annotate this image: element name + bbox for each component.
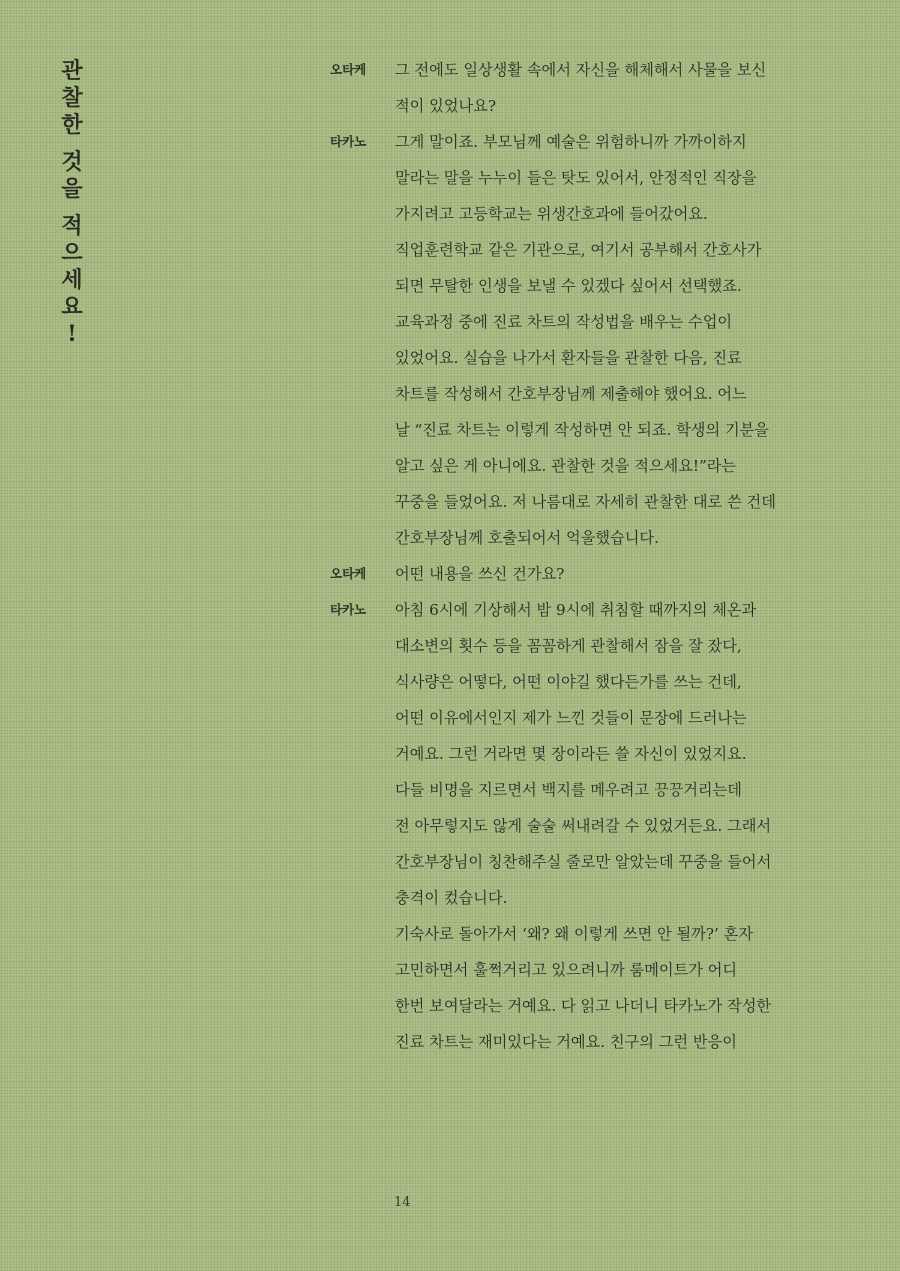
dialogue-line <box>0 52 900 88</box>
dialogue-line <box>0 268 900 304</box>
dialogue-line <box>0 556 900 592</box>
dialogue-line <box>0 412 900 448</box>
speaker-label: 오타케 <box>330 62 367 77</box>
title-char: 으 <box>61 240 83 266</box>
dialogue-text: 날 “진료 차트는 이렇게 작성하면 안 되죠. 학생의 기분을 <box>395 421 769 439</box>
dialogue-line <box>0 772 900 808</box>
dialogue-line <box>0 952 900 988</box>
dialogue-line <box>0 736 900 772</box>
title-char: 한 <box>61 112 83 138</box>
dialogue-line <box>0 916 900 952</box>
page-number: 14 <box>394 1195 411 1210</box>
dialogue-text: 있었어요. 실습을 나가서 환자들을 관찰한 다음, 진료 <box>395 349 742 367</box>
title-char: 세 <box>61 267 83 293</box>
dialogue-line <box>0 808 900 844</box>
dialogue-text: 되면 무탈한 인생을 보낼 수 있겠다 싶어서 선택했죠. <box>395 277 742 295</box>
dialogue-line <box>0 160 900 196</box>
title-char: 관 <box>61 58 83 84</box>
dialogue-line <box>0 340 900 376</box>
dialogue-line <box>0 988 900 1024</box>
interview-body <box>0 52 900 1060</box>
dialogue-line <box>0 88 900 124</box>
dialogue-line <box>0 520 900 556</box>
dialogue-line <box>0 124 900 160</box>
dialogue-text: 교육과정 중에 진료 차트의 작성법을 배우는 수업이 <box>395 313 733 331</box>
dialogue-text: 거예요. 그런 거라면 몇 장이라든 쓸 자신이 있었지요. <box>395 745 747 763</box>
dialogue-line <box>0 1024 900 1060</box>
dialogue-text: 진료 차트는 재미있다는 거예요. 친구의 그런 반응이 <box>395 1033 737 1051</box>
dialogue-line <box>0 664 900 700</box>
dialogue-line <box>0 196 900 232</box>
dialogue-text: 아침 6시에 기상해서 밤 9시에 취침할 때까지의 체온과 <box>395 601 757 619</box>
dialogue-text: 간호부장님께 호출되어서 억울했습니다. <box>395 529 659 547</box>
dialogue-text: 어떤 내용을 쓰신 건가요? <box>395 565 565 583</box>
dialogue-text: 대소변의 횟수 등을 꼼꼼하게 관찰해서 잠을 잘 잤다, <box>395 637 742 655</box>
dialogue-text: 전 아무렇지도 않게 술술 써내려갈 수 있었거든요. 그래서 <box>395 817 772 835</box>
dialogue-text: 고민하면서 훌쩍거리고 있으려니까 룸메이트가 어디 <box>395 961 738 979</box>
dialogue-text: 꾸중을 들었어요. 저 나름대로 자세히 관찰한 대로 쓴 건데 <box>395 493 776 511</box>
dialogue-text: 그 전에도 일상생활 속에서 자신을 해체해서 사물을 보신 <box>395 61 767 79</box>
speaker-label: 타카노 <box>330 602 367 617</box>
dialogue-line <box>0 484 900 520</box>
title-char: ! <box>67 321 77 347</box>
dialogue-text: 그게 말이죠. 부모님께 예술은 위험하니까 가까이하지 <box>395 133 747 151</box>
dialogue-text: 간호부장님이 칭찬해주실 줄로만 알았는데 꾸중을 들어서 <box>395 853 772 871</box>
title-char: 찰 <box>61 85 83 111</box>
dialogue-line <box>0 448 900 484</box>
dialogue-line <box>0 592 900 628</box>
dialogue-line <box>0 844 900 880</box>
dialogue-text: 한번 보여달라는 거예요. 다 읽고 나더니 타카노가 작성한 <box>395 997 772 1015</box>
dialogue-line <box>0 628 900 664</box>
title-char: 요 <box>61 294 83 320</box>
dialogue-text: 직업훈련학교 같은 기관으로, 여기서 공부해서 간호사가 <box>395 241 762 259</box>
speaker-label: 오타케 <box>330 566 367 581</box>
title-char: 적 <box>61 213 83 239</box>
dialogue-line <box>0 232 900 268</box>
title-char: 것 <box>61 149 83 175</box>
dialogue-text: 말라는 말을 누누이 들은 탓도 있어서, 안정적인 직장을 <box>395 169 757 187</box>
dialogue-text: 어떤 이유에서인지 제가 느낀 것들이 문장에 드러나는 <box>395 709 747 727</box>
dialogue-text: 차트를 작성해서 간호부장님께 제출해야 했어요. 어느 <box>395 385 747 403</box>
dialogue-text: 충격이 컸습니다. <box>395 889 508 907</box>
dialogue-line <box>0 700 900 736</box>
dialogue-line <box>0 376 900 412</box>
dialogue-text: 식사량은 어떻다, 어떤 이야길 했다든가를 쓰는 건데, <box>395 673 742 691</box>
speaker-label: 타카노 <box>330 134 367 149</box>
dialogue-line <box>0 880 900 916</box>
dialogue-line <box>0 304 900 340</box>
dialogue-text: 기숙사로 돌아가서 ‘왜? 왜 이렇게 쓰면 안 될까?’ 혼자 <box>395 925 753 943</box>
dialogue-text: 적이 있었나요? <box>395 97 496 115</box>
title-char: 을 <box>61 176 83 202</box>
dialogue-text: 다들 비명을 지르면서 백지를 메우려고 끙끙거리는데 <box>395 781 742 799</box>
dialogue-text: 알고 싶은 게 아니에요. 관찰한 것을 적으세요!”라는 <box>395 457 737 475</box>
dialogue-text: 가지려고 고등학교는 위생간호과에 들어갔어요. <box>395 205 708 223</box>
